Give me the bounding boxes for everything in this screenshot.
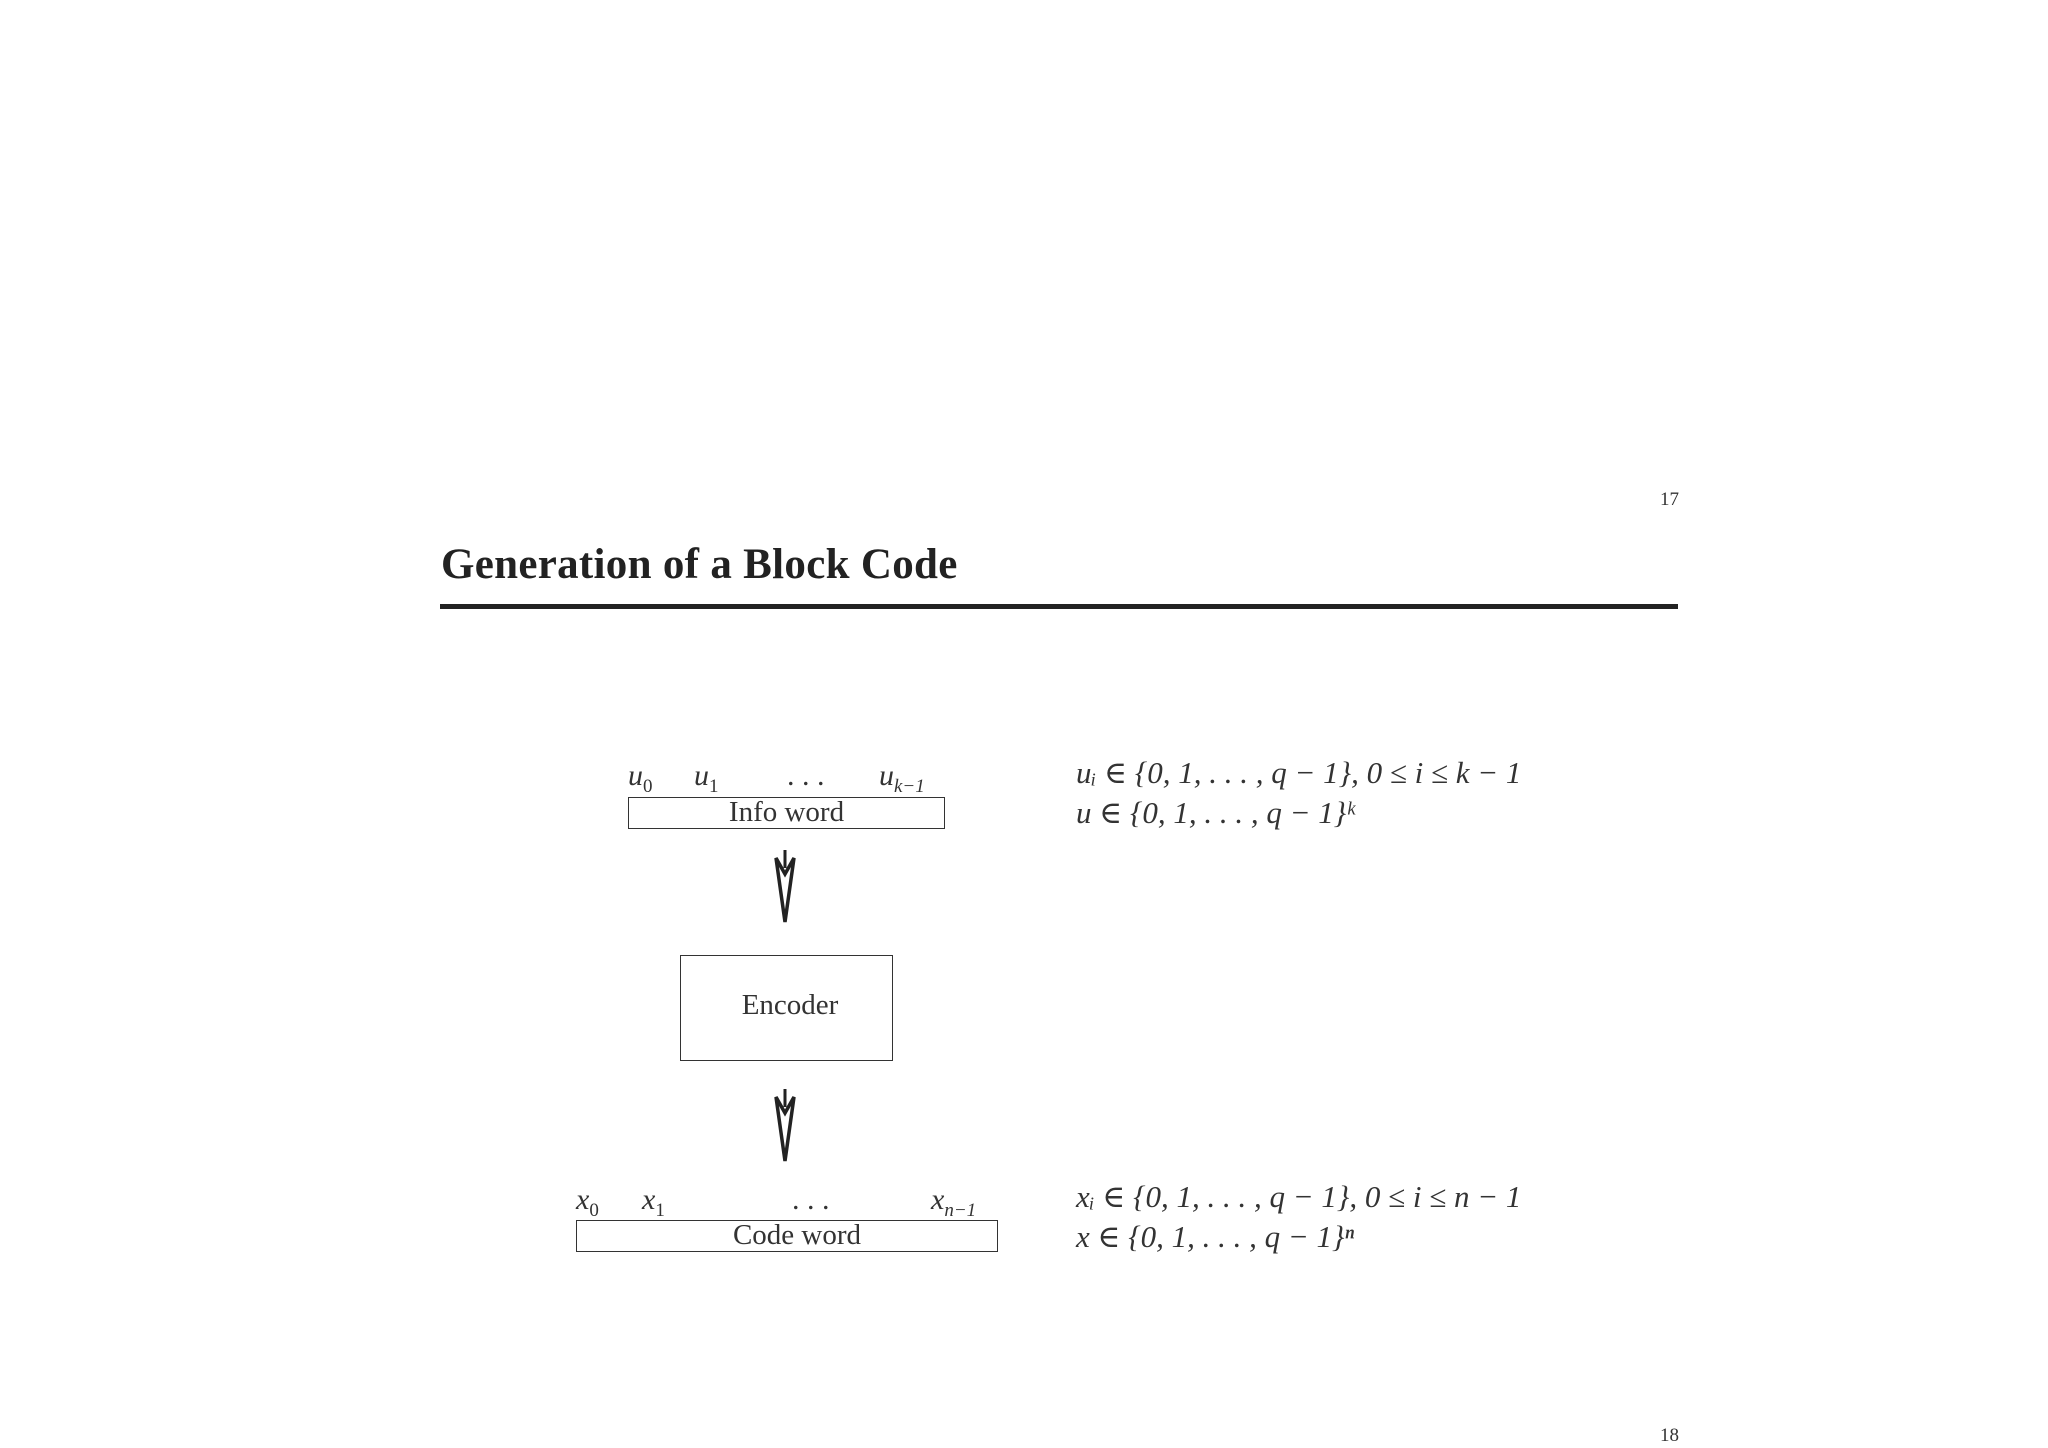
info-symbol-u1: $u_1$ xyxy=(694,759,719,797)
page-number-bottom: 18 xyxy=(1660,1425,1679,1446)
code-symbol-xn-1: $x_{n-1}$ xyxy=(931,1183,977,1221)
code-symbol-x0: $x_0$ xyxy=(576,1183,599,1221)
arrow-down-icon xyxy=(770,1087,800,1163)
info-word-label: Info word xyxy=(728,796,845,828)
code-symbol-dots: . . . xyxy=(792,1183,830,1216)
info-eq-1: uᵢ ∈ {0, 1, . . . , q − 1}, 0 ≤ i ≤ k − 1 xyxy=(1076,755,1522,790)
code-eq-1: xᵢ ∈ {0, 1, . . . , q − 1}, 0 ≤ i ≤ n − 1 xyxy=(1076,1179,1522,1214)
code-symbol-x1: $x_1$ xyxy=(642,1183,665,1221)
code-eq-2: x ∈ {0, 1, . . . , q − 1}ⁿ xyxy=(1076,1219,1355,1254)
page-number-top: 17 xyxy=(1660,489,1679,510)
encoder-label: Encoder xyxy=(741,989,839,1021)
slide-title: Generation of a Block Code xyxy=(441,541,958,588)
info-symbol-dots: . . . xyxy=(787,759,825,792)
title-rule xyxy=(440,604,1678,609)
info-symbol-uk-1: $u_{k-1}$ xyxy=(879,759,925,797)
code-word-label: Code word xyxy=(732,1219,862,1251)
arrow-down-icon xyxy=(770,848,800,924)
info-symbol-u0: $u_0$ xyxy=(628,759,653,797)
info-eq-2: u ∈ {0, 1, . . . , q − 1}ᵏ xyxy=(1076,795,1355,830)
